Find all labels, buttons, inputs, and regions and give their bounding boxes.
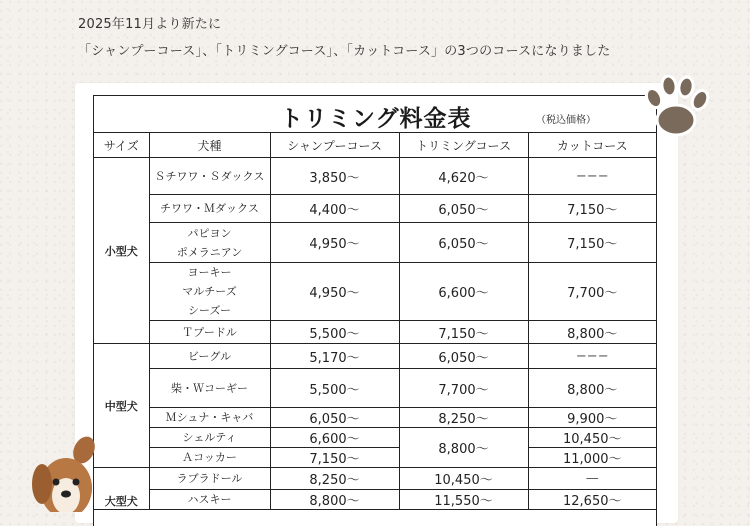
table-row bbox=[94, 428, 656, 448]
cut-price: 7,700〜 bbox=[528, 263, 656, 321]
sheet-title-bar bbox=[94, 96, 656, 133]
size-medium: 中型犬 bbox=[94, 344, 149, 468]
trimming-price: 8,800〜 bbox=[399, 428, 528, 468]
breed-name: チワワ・Ｍダックス bbox=[160, 202, 259, 215]
breed-name: Ｔプードル bbox=[182, 325, 237, 339]
shampoo-price: 5,500〜 bbox=[270, 321, 399, 344]
cut-price: −−− bbox=[528, 158, 656, 195]
breed-name: シーズー bbox=[188, 304, 231, 317]
breed-cell bbox=[149, 158, 270, 195]
header-shampoo: シャンプーコース bbox=[270, 133, 399, 158]
size-small: 小型犬 bbox=[94, 158, 149, 344]
breed-cell bbox=[149, 344, 270, 369]
table-row bbox=[94, 263, 656, 321]
shampoo-price: 5,500〜 bbox=[270, 369, 399, 408]
table-row bbox=[94, 321, 656, 344]
cut-price: 11,000〜 bbox=[528, 448, 656, 468]
tax-note: （税込価格） bbox=[536, 115, 596, 126]
breed-name: パピヨン bbox=[187, 226, 232, 240]
breed-cell bbox=[149, 321, 270, 344]
price-sheet bbox=[93, 95, 657, 526]
table-row bbox=[94, 223, 656, 263]
header-row bbox=[94, 133, 656, 158]
breed-name: Ｍシュナ・キャバ bbox=[165, 411, 254, 424]
table-row bbox=[94, 344, 656, 369]
table-row bbox=[94, 408, 656, 428]
cut-price: 7,150〜 bbox=[528, 195, 656, 223]
trimming-price: 6,050〜 bbox=[399, 195, 528, 223]
shampoo-price: 4,950〜 bbox=[270, 263, 399, 321]
table-row bbox=[94, 158, 656, 195]
breed-name: Ｓチワワ・Ｓダックス bbox=[154, 169, 265, 183]
header-size: サイズ bbox=[94, 133, 149, 158]
price-table bbox=[94, 133, 656, 510]
breed-cell bbox=[149, 369, 270, 408]
breed-name: 柴・Ｗコーギー bbox=[171, 381, 248, 395]
cut-price: 8,800〜 bbox=[528, 321, 656, 344]
breed-name: ラブラドール bbox=[176, 472, 243, 485]
trimming-price: 10,450〜 bbox=[399, 468, 528, 490]
breed-cell bbox=[149, 490, 270, 510]
cut-price: −−− bbox=[528, 344, 656, 369]
trimming-price: 11,550〜 bbox=[399, 490, 528, 510]
trimming-price: 8,250〜 bbox=[399, 408, 528, 428]
trimming-price: 6,050〜 bbox=[399, 223, 528, 263]
shampoo-price: 8,800〜 bbox=[270, 490, 399, 510]
cut-price: 10,450〜 bbox=[528, 428, 656, 448]
cut-price: — bbox=[528, 468, 656, 490]
shampoo-price: 5,170〜 bbox=[270, 344, 399, 369]
trimming-price: 6,050〜 bbox=[399, 344, 528, 369]
breed-name: シェルティ bbox=[182, 431, 237, 444]
trimming-price: 4,620〜 bbox=[399, 158, 528, 195]
trimming-price: 7,700〜 bbox=[399, 369, 528, 408]
breed-name: ハスキー bbox=[187, 493, 232, 506]
shampoo-price: 6,600〜 bbox=[270, 428, 399, 448]
size-large: 大型犬 bbox=[94, 468, 149, 510]
breed-name: マルチーズ bbox=[182, 285, 237, 298]
shampoo-price: 4,400〜 bbox=[270, 195, 399, 223]
notice-line-2: 「シャンプーコース」、「トリミングコース」、「カットコース」の3つのコースになりました bbox=[78, 44, 611, 59]
breed-cell bbox=[149, 428, 270, 448]
header-trimming: トリミングコース bbox=[399, 133, 528, 158]
cut-price: 12,650〜 bbox=[528, 490, 656, 510]
shampoo-price: 4,950〜 bbox=[270, 223, 399, 263]
trimming-price: 6,600〜 bbox=[399, 263, 528, 321]
header-breed: 犬種 bbox=[149, 133, 270, 158]
table-row bbox=[94, 369, 656, 408]
breed-cell bbox=[149, 468, 270, 490]
breed-cell bbox=[149, 223, 270, 263]
table-row bbox=[94, 490, 656, 510]
table-row bbox=[94, 195, 656, 223]
sheet-title: トリミング料金表 bbox=[280, 106, 472, 132]
breed-cell bbox=[149, 195, 270, 223]
paw-print-icon bbox=[640, 68, 718, 146]
breed-cell bbox=[149, 263, 270, 321]
trimming-price: 7,150〜 bbox=[399, 321, 528, 344]
breed-name: ポメラニアン bbox=[176, 245, 243, 259]
puppy-illustration bbox=[30, 432, 102, 512]
cut-price: 9,900〜 bbox=[528, 408, 656, 428]
shampoo-price: 7,150〜 bbox=[270, 448, 399, 468]
cut-price: 7,150〜 bbox=[528, 223, 656, 263]
notice-line-1: 2025年11月より新たに bbox=[78, 17, 222, 32]
breed-cell bbox=[149, 408, 270, 428]
breed-cell bbox=[149, 448, 270, 468]
header-cut: カットコース bbox=[528, 133, 656, 158]
breed-name: ビーグル bbox=[187, 349, 232, 363]
breed-name: ヨーキー bbox=[187, 266, 232, 279]
breed-name: Ａコッカー bbox=[182, 451, 237, 464]
shampoo-price: 8,250〜 bbox=[270, 468, 399, 490]
shampoo-price: 6,050〜 bbox=[270, 408, 399, 428]
cut-price: 8,800〜 bbox=[528, 369, 656, 408]
table-row bbox=[94, 468, 656, 490]
shampoo-price: 3,850〜 bbox=[270, 158, 399, 195]
table-row bbox=[94, 448, 656, 468]
